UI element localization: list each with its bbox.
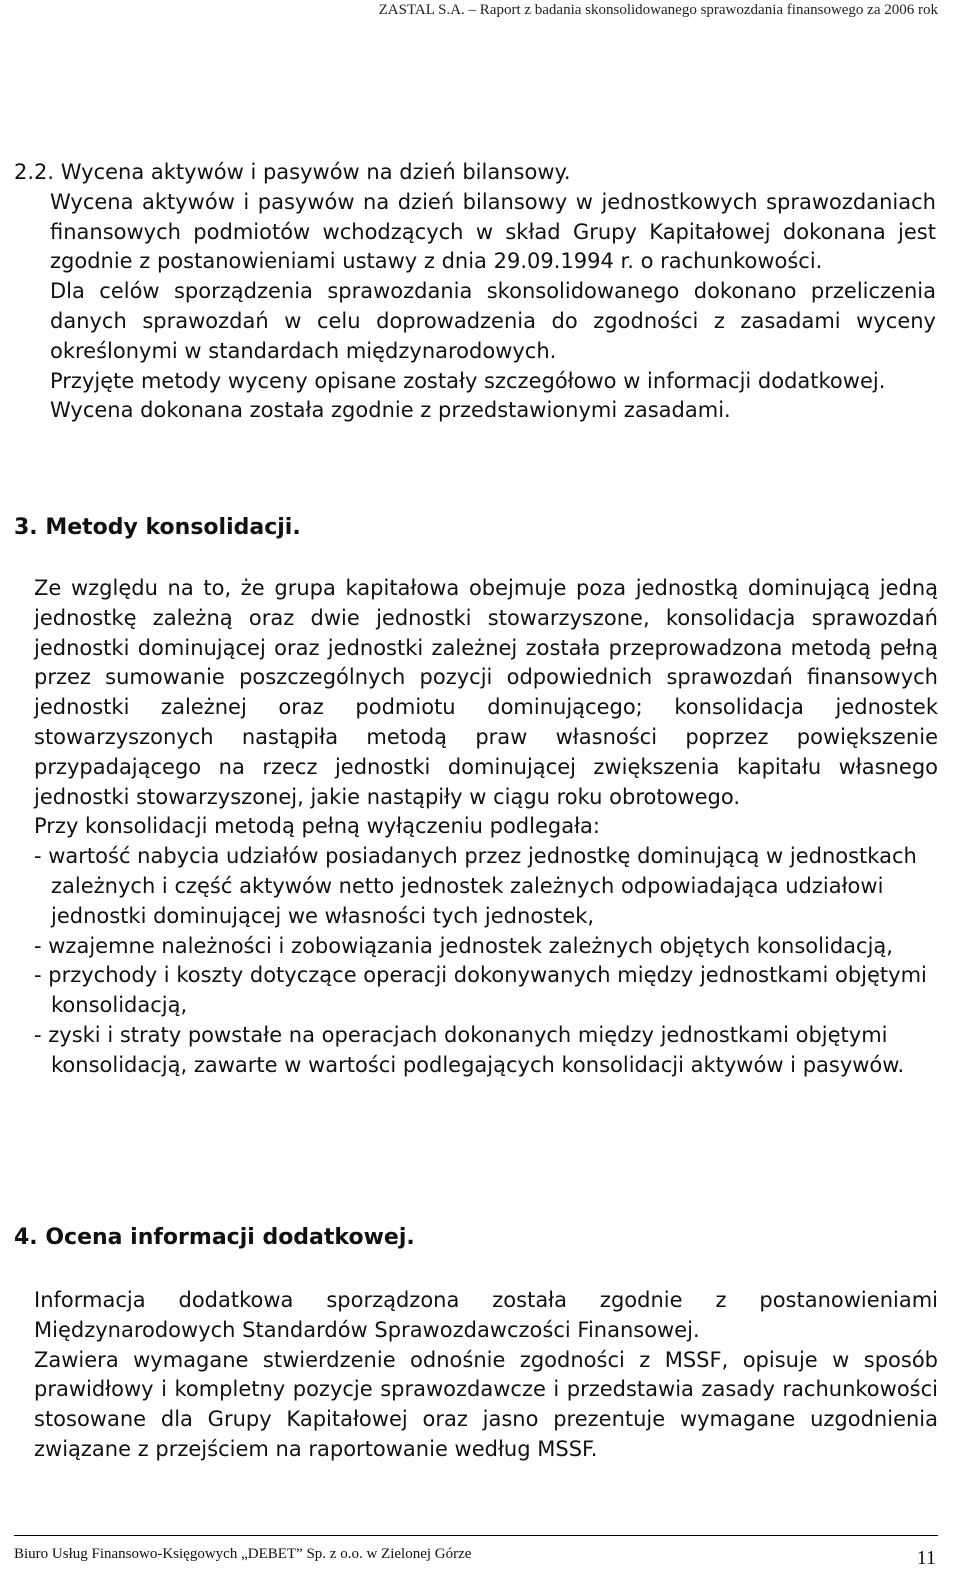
- list-item: - wartość nabycia udziałów posiadanych przez jednostkę dominującą w jednostkach zależnych i część aktywów netto jednostek zależnych odpowiadająca udziałowi jednostki dominującej we własności tych jednostek,: [34, 844, 917, 928]
- section-2-2: [14, 158, 944, 426]
- list-item: - przychody i koszty dotyczące operacji dokonywanych między jednostkami objętymi konsolidacją,: [34, 963, 927, 1018]
- section-3: [34, 574, 938, 1081]
- footer-divider: [14, 1535, 938, 1536]
- paragraph: Wycena dokonana została zgodnie z przedstawionymi zasadami.: [50, 398, 731, 423]
- paragraph: Przy konsolidacji metodą pełną wyłączeniu podlegała:: [34, 814, 601, 839]
- page-number: 11: [916, 1547, 936, 1569]
- footer-company: Biuro Usług Finansowo-Księgowych „DEBET” Sp. z o.o. w Zielonej Górze: [14, 1546, 472, 1562]
- paragraph: Zawiera wymagane stwierdzenie odnośnie zgodności z MSSF, opisuje w sposób prawidłowy i kompletny pozycje sprawozdawcze i przedstawia zasady rachunkowości stosowane dla Grupy Kapitałowej oraz jasno prezentuje wymagane uzgodnienia związane z przejściem na raportowanie według MSSF.: [34, 1347, 938, 1461]
- section-2-2-heading: 2.2. Wycena aktywów i pasywów na dzień bilansowy.: [14, 160, 571, 184]
- paragraph: Dla celów sporządzenia sprawozdania skonsolidowanego dokonano przeliczenia danych sprawozdań w celu doprowadzenia do zgodności z zasadami wyceny określonymi w standardach międzynarodowych.: [50, 279, 936, 363]
- exclusions-list: [34, 842, 938, 1080]
- paragraph: Wycena aktywów i pasywów na dzień bilansowy w jednostkowych sprawozdaniach finansowych podmiotów wchodzących w skład Grupy Kapitałowej dokonana jest zgodnie z postanowieniami ustawy z dnia 29.09.1994 r. o rachunkowości.: [50, 189, 936, 274]
- paragraph: Informacja dodatkowa sporządzona została zgodnie z postanowieniami Międzynarodowych Standardów Sprawozdawczości Finansowej.: [34, 1288, 938, 1342]
- paragraph: Przyjęte metody wyceny opisane zostały szczegółowo w informacji dodatkowej.: [50, 368, 886, 393]
- section-3-heading: 3. Metody konsolidacji.: [14, 515, 301, 540]
- section-4-heading: 4. Ocena informacji dodatkowej.: [14, 1225, 415, 1250]
- running-header: ZASTAL S.A. – Raport z badania skonsolidowanego sprawozdania finansowego za 2006 rok: [378, 2, 938, 18]
- list-item: - wzajemne należności i zobowiązania jednostek zależnych objętych konsolidacją,: [34, 933, 893, 958]
- paragraph: Ze względu na to, że grupa kapitałowa obejmuje poza jednostką dominującą jedną jednostkę zależną oraz dwie jednostki stowarzyszone, konsolidacja sprawozdań jednostki dominującej oraz jednostki zależnej została przeprowadzona metodą pełną przez sumowanie poszczególnych pozycji odpowiednich sprawozdań finansowych jednostki zależnej oraz podmiotu dominującego; konsolidacja jednostek stowarzyszonych nastąpiła metodą praw własności poprzez powiększenie przypadającego na rzecz jednostki dominującej zwiększenia kapitału własnego jednostki stowarzyszonej, jakie nastąpiły w ciągu roku obrotowego.: [34, 576, 938, 809]
- list-item: - zyski i straty powstałe na operacjach dokonanych między jednostkami objętymi konsolidacją, zawarte w wartości podlegających konsolidacji aktywów i pasywów.: [34, 1022, 905, 1077]
- section-4: [34, 1286, 938, 1465]
